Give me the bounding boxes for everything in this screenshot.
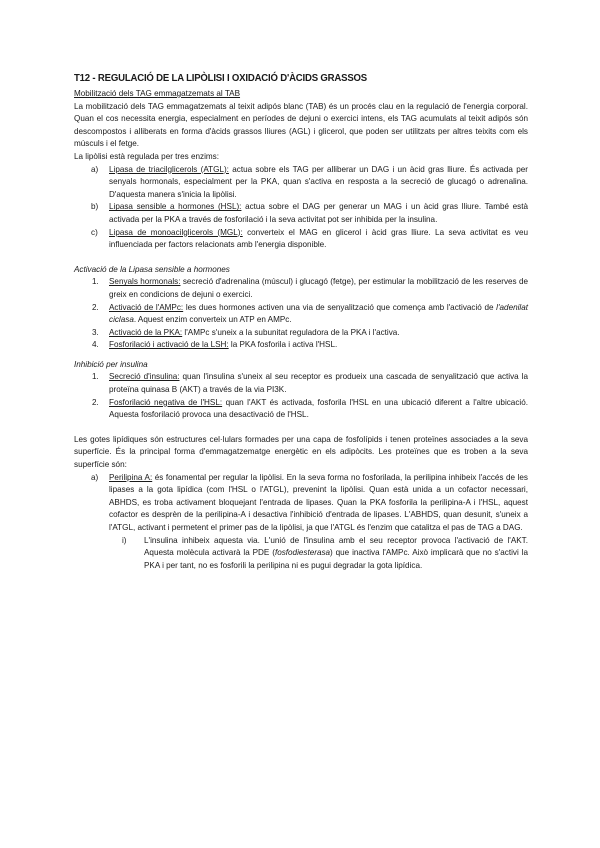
desc-perilipin: és fonamental per regular la lipòlisi. En la seva forma no fosforilada, la perilipina inhibeix l'accés de les lipases a la gota lipídica (com l'HSL o l'ATGL), prevenint la lipòlisi. Quan està unida a un cofactor necessari, ABHDS, es troba activament bloquejant l'entrada de lipases. Quan la PKA fosforila la perilipina-A i l'HSL, aquest cofactor es desprèn de la perilipina-A i desactiva l'inhibició d'entrada de lipases. L'ABHDS, quan desunit, s'uneix a l'ATGL, activant i permetent el primer pas de la lipòlisi, ja que l'ATGL és l'enzim que catalitza el pas de TAG a DAG. <box>109 472 528 532</box>
term-atgl: Lipasa de triacilglicerols (ATGL): <box>109 164 229 174</box>
list-marker: a) <box>91 164 99 174</box>
italic-term: fosfodiesterasa <box>274 548 331 558</box>
section-heading-mobilization: Mobilització dels TAG emmagatzemats al TAB <box>74 89 241 98</box>
desc: la PKA fosforila i activa l'HSL. <box>228 340 338 350</box>
list-marker: b) <box>91 202 99 212</box>
section-heading-inhibition: Inhibició per insulina <box>74 359 148 369</box>
list-item <box>74 339 528 352</box>
term: Senyals hormonals: <box>109 277 181 287</box>
list-item <box>74 276 528 301</box>
list-subitem-insulin <box>74 535 528 573</box>
page-title: T12 - REGULACIÓ DE LA LIPÒLISI I OXIDACIÓ D'ÀCIDS GRASSOS <box>74 73 368 84</box>
list-marker: 1. <box>92 277 99 287</box>
desc: quan l'AKT és activada, fosforila l'HSL en una ubicació diferent a l'altre ubicació. Aquesta fosforilació provoca una desactivació de l'HSL. <box>109 397 528 420</box>
desc-mgl: converteix el MAG en glicerol i àcid gras lliure. La seva activitat es veu influenciada per factors relacionats amb l'energia disponible. <box>109 227 528 250</box>
droplet-protein-list <box>74 472 528 573</box>
list-item <box>74 397 528 422</box>
list-item-atgl <box>74 164 528 202</box>
desc-atgl: actua sobre els TAG per alliberar un DAG i un àcid gras lliure. És activada per senyals hormonals, especialment per la PKA, quan s'activa en resposta a la secreció de glucagó o adrenalina. D'aquesta manera s'inicia la lipòlisi. <box>109 164 528 199</box>
term-perilipin: Perilipina A: <box>109 472 153 482</box>
list-marker: 3. <box>92 327 99 337</box>
list-marker: i) <box>122 535 127 545</box>
desc: secreció d'adrenalina (múscul) i glucagó (fetge), per estimular la mobilització de les reserves de greix en condicions de dejuni o exercici. <box>109 277 529 299</box>
inhibition-list <box>74 371 528 421</box>
desc-hsl: actua sobre el DAG per generar un MAG i un àcid gras lliure. També està activada per la PKA a través de fosforilació i la seva activitat pot ser inhibida per la insulina. <box>109 202 528 224</box>
document-page <box>74 72 528 572</box>
desc: L'insulina inhibeix aquesta via. L'unió de l'insulina amb el seu receptor provoca l'activació de l'AKT. Aquesta molècula activarà la PDE ( <box>144 535 528 558</box>
list-item-hsl <box>74 201 528 226</box>
desc: les dues hormones activen una via de senyalització que comença amb l'activació de <box>183 302 497 312</box>
term: Fosforilació negativa de l'HSL: <box>109 397 223 407</box>
term: Secreció d'insulina: <box>109 372 180 382</box>
paragraph-lipid-droplets: Les gotes lipídiques són estructures cel·lulars formades per una capa de fosfolípids i tenen proteïnes associades a la seva superfície. És la principal forma d'emmagatzematge energètic en els adipòcits. Les proteïnes que es troben a la seva superfície són: <box>74 434 528 470</box>
list-item <box>74 371 528 396</box>
list-item <box>74 327 528 340</box>
list-marker: 2. <box>92 397 99 407</box>
enzyme-list <box>74 164 528 252</box>
list-item <box>74 302 528 327</box>
list-marker: 1. <box>92 372 99 382</box>
desc: . Aquest enzim converteix un ATP en AMPc. <box>133 315 292 325</box>
section-heading-activation: Activació de la Lipasa sensible a hormones <box>74 264 230 274</box>
term-mgl: Lipasa de monoacilglicerols (MGL): <box>109 227 243 237</box>
list-item-mgl <box>74 227 528 252</box>
term-hsl: Lipasa sensible a hormones (HSL): <box>109 202 242 212</box>
list-marker: c) <box>91 227 98 237</box>
desc: ) que inactiva l'AMPc. Això implicarà que no s'activi la PKA i per tant, no es fosforili la perilipina ni es pugui degradar la gota lipídica. <box>144 548 528 570</box>
term: Fosforilació i activació de la LSH: <box>109 340 229 350</box>
enzymes-lead: La lipòlisi està regulada per tres enzims: <box>74 151 219 161</box>
list-marker: a) <box>91 472 99 482</box>
paragraph-mobilization: La mobilització dels TAG emmagatzemats al teixit adipós blanc (TAB) és un procés clau en la regulació de l'energia corporal. Quan el cos necessita energia, especialment en períodes de dejuni o exercici intens, els TAG acumulats al teixit adipós són descompostos i alliberats en forma d'àcids grassos lliures (AGL) i glicerol, que poden ser utilitzats per altres teixits com els músculs i el fetge. <box>74 101 528 149</box>
desc: quan l'insulina s'uneix al seu receptor es produeix una cascada de senyalització que activa la proteïna quinasa B (AKT) a través de la via PI3K. <box>109 372 529 395</box>
list-marker: 4. <box>92 340 99 350</box>
term: Activació de l'AMPc: <box>109 302 184 312</box>
list-marker: 2. <box>92 302 99 312</box>
activation-list <box>74 276 528 352</box>
list-item-perilipin <box>74 472 528 535</box>
desc: l'AMPc s'uneix a la subunitat reguladora de la PKA i l'activa. <box>182 327 400 337</box>
italic-term: l'adenilat ciclasa <box>109 302 528 325</box>
term: Activació de la PKA: <box>109 327 183 337</box>
